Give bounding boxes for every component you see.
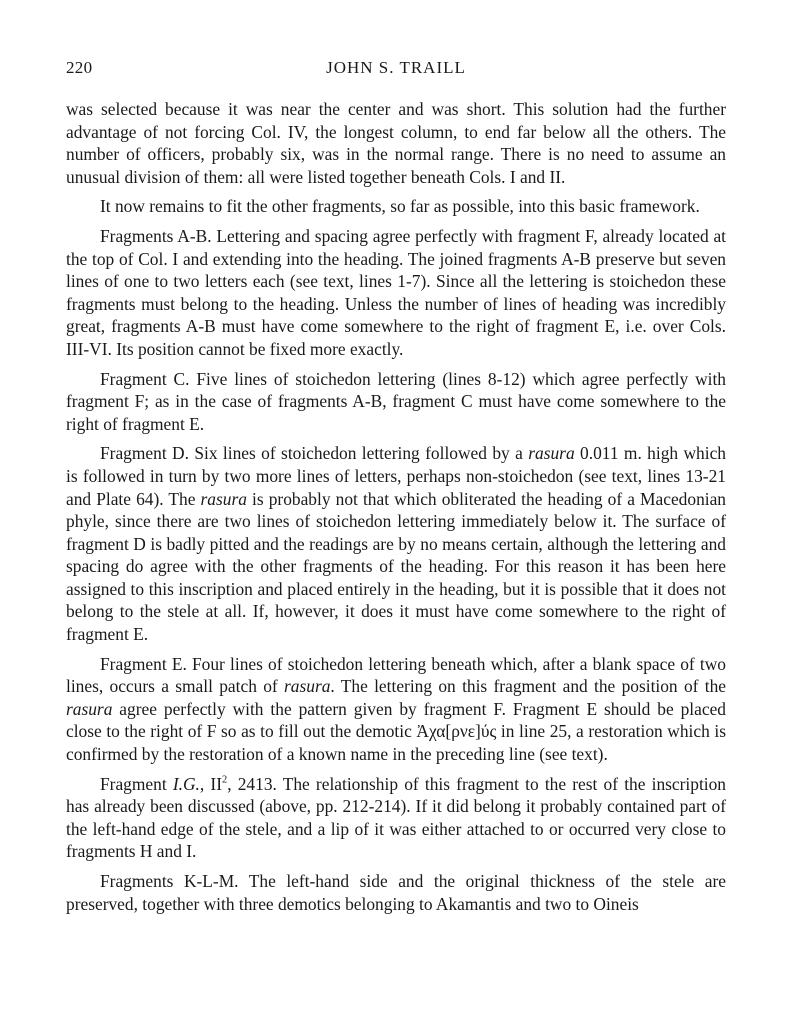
- paragraph: Fragments A-B. Lettering and spacing agree perfectly with fragment F, already located at the top of Col. I and extending into the heading. The joined fragments A-B preserve but seven lines of one to two letters each (see text, lines 1-7). Since all the lettering is stoichedon these fragments must belong to the heading. Unless the number of lines of heading was incredibly great, fragments A-B must have come somewhere to the right of fragment E, i.e. over Cols. III-VI. Its position cannot be fixed more exactly.: [66, 225, 726, 359]
- page: [66, 58, 726, 915]
- text-run: Fragment D. Six lines of stoichedon lettering followed by a: [100, 443, 529, 464]
- page-header: [66, 58, 726, 82]
- text-run: is probably not that which obliterated the heading of a Macedonian phyle, since there are two lines of stoichedon lettering immediately below it. The surface of fragment D is badly pitted and the readings are by no means certain, although the lettering and spacing do agree with the other fragments of the heading. For this reason it has been here assigned to this inscription and placed entirely in the heading, but it is possible that it does not belong to the stele at all. If, however, it does it must have come somewhere to the right of fragment E.: [66, 488, 727, 645]
- page-number: 220: [66, 58, 93, 77]
- superscript: 2: [221, 774, 228, 786]
- text-run: agree perfectly with the pattern given by fragment F. Fragment E should be placed close to the right of F so as to fill out the demotic: [66, 698, 726, 742]
- italic-term: rasura: [284, 676, 331, 697]
- text-run: , 2413. The relationship of this fragment to the rest of the inscription has already been discussed (above, pp. 212-214). If it did belong it probably contained part of the left-hand edge of the stele, and a lip of it was either attached to or occurred very close to fragments H and I.: [66, 773, 726, 862]
- text-run: , II: [199, 773, 222, 794]
- paragraph: It now remains to fit the other fragments, so far as possible, into this basic framework.: [100, 196, 700, 217]
- italic-term: rasura: [200, 488, 247, 509]
- italic-term: I.G.: [172, 773, 200, 794]
- paragraph: [66, 773, 726, 863]
- paragraph: was selected because it was near the center and was short. This solution had the further advantage of not forcing Col. IV, the longest column, to end far below all the others. The number of officers, probably six, was in the normal range. There is no need to assume an unusual division of them: all were listed together beneath Cols. I and II.: [66, 99, 726, 187]
- italic-term: rasura: [66, 698, 113, 719]
- paragraph: [66, 653, 726, 766]
- greek-word: Ἀχα[ρνε]ύς: [416, 721, 497, 742]
- text-run: 0.011 m. high which is followed in turn by two more lines of letters, perhaps non-stoichedon (see text, lines 13-21 and Plate 64). The: [66, 443, 726, 509]
- paragraph: Fragments K-L-M. The left-hand side and the original thickness of the stele are preserved, together with three demotics belonging to Akamantis and two to Oineis: [66, 871, 726, 914]
- text-run: Fragment E. Four lines of stoichedon lettering beneath which, after a blank space of two lines, occurs a small patch of: [66, 653, 726, 697]
- running-head: JOHN S. TRAILL: [326, 58, 466, 77]
- body-text: [66, 98, 726, 915]
- text-run: Fragment: [100, 773, 173, 794]
- paragraph: Fragment C. Five lines of stoichedon lettering (lines 8-12) which agree perfectly with fragment F; as in the case of fragments A-B, fragment C must have come somewhere to the right of fragment E.: [66, 368, 726, 434]
- text-run: . The lettering on this fragment and the position of the: [330, 676, 726, 697]
- paragraph: [66, 442, 726, 645]
- italic-term: rasura: [528, 443, 575, 464]
- text-run: in line 25, a restoration which is confirmed by the restoration of a known name in the preceding line (see text).: [66, 721, 726, 765]
